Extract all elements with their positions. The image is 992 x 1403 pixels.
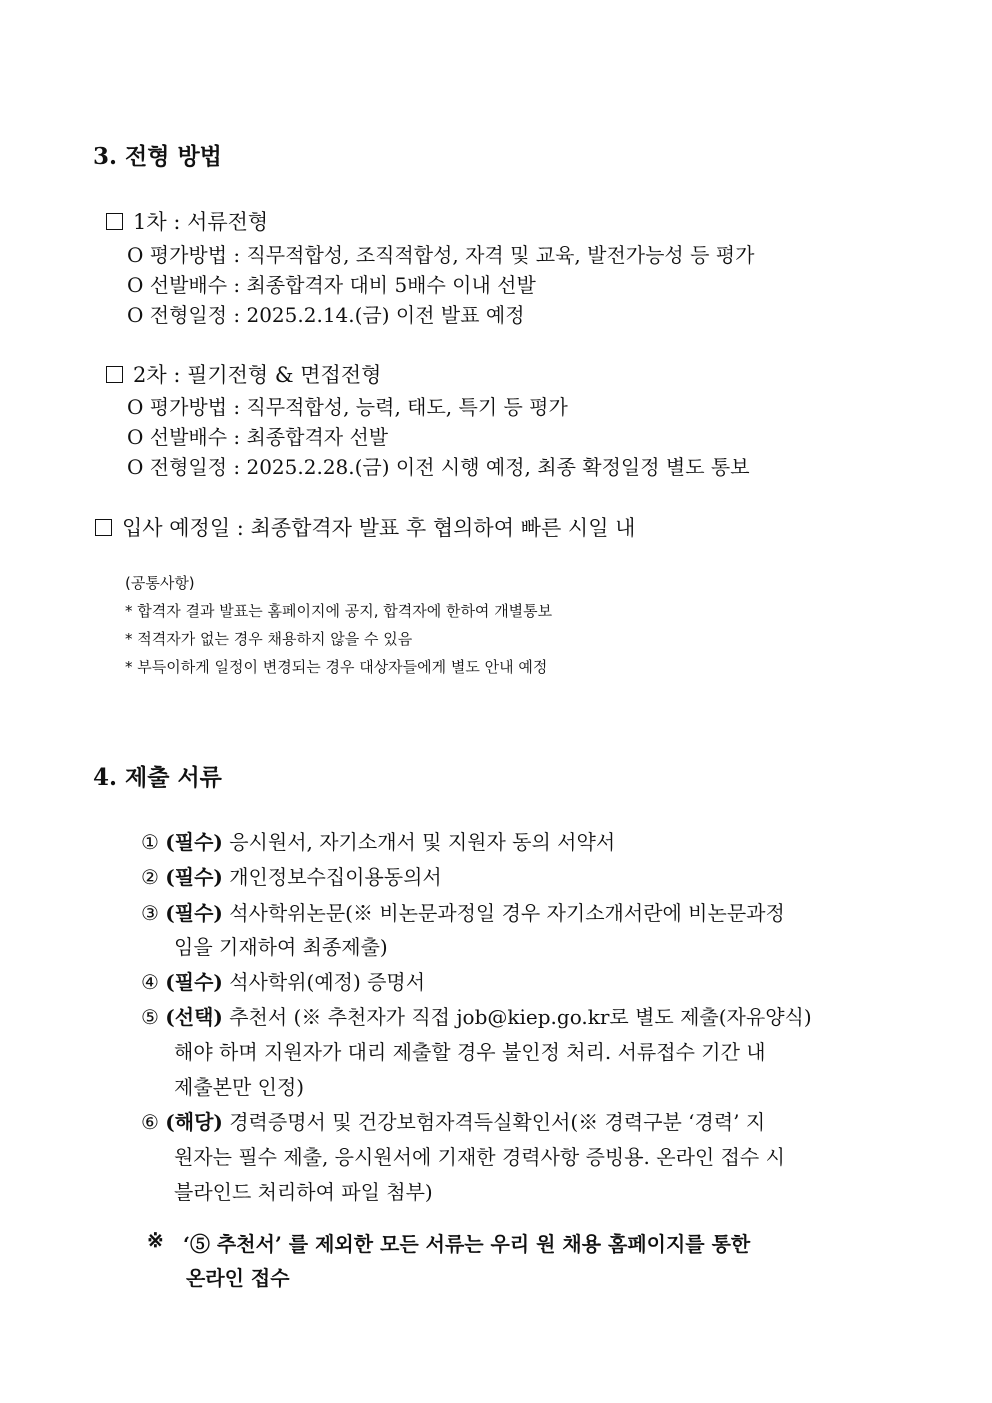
- join-date-text: 입사 예정일 : 최종합격자 발표 후 협의하여 빠른 시일 내: [122, 516, 636, 540]
- checkbox-square-icon: [106, 213, 123, 230]
- join-date: [95, 512, 635, 542]
- common-note-item: * 부득이하게 일정이 변경되는 경우 대상자들에게 별도 안내 예정: [125, 658, 548, 676]
- doc-item-6-cont: 원자는 필수 제출, 응시원서에 기재한 경력사항 증빙용. 온라인 접수 시: [174, 1145, 785, 1169]
- doc-tag: (선택): [165, 1005, 223, 1029]
- checkbox-square-icon: [95, 519, 112, 536]
- stage1-heading: [106, 206, 268, 236]
- doc-tag: (필수): [165, 830, 223, 854]
- doc-item-5: [141, 1001, 812, 1030]
- doc-item-3: [141, 897, 785, 926]
- doc-text: 추천서 (※ 추천자가 직접 job@kiep.go.kr로 별도 제출(자유양식): [229, 1005, 812, 1029]
- stage1-item: O 전형일정 : 2025.2.14.(금) 이전 발표 예정: [127, 303, 525, 327]
- doc-item-5-cont: 제출본만 인정): [174, 1075, 305, 1099]
- doc-text: 경력증명서 및 건강보험자격득실확인서(※ 경력구분 ‘경력’ 지: [229, 1110, 766, 1134]
- final-note-line2: 온라인 접수: [186, 1266, 290, 1290]
- doc-number: ⑤: [141, 1005, 159, 1029]
- doc-number: ⑥: [141, 1110, 159, 1134]
- doc-item-6-cont: 블라인드 처리하여 파일 첨부): [174, 1180, 433, 1204]
- checkbox-square-icon: [106, 366, 123, 383]
- section-4-title: 4. 제출 서류: [93, 764, 222, 791]
- stage1-heading-text: 1차 : 서류전형: [133, 210, 269, 234]
- stage2-item: O 전형일정 : 2025.2.28.(금) 이전 시행 예정, 최종 확정일정 별도 통보: [127, 455, 750, 479]
- doc-text: 개인정보수집이용동의서: [229, 865, 442, 889]
- common-notes-label: (공통사항): [125, 574, 195, 592]
- doc-number: ①: [141, 830, 159, 854]
- doc-number: ③: [141, 901, 159, 925]
- final-note-line1: ‘⑤ 추천서’ 를 제외한 모든 서류는 우리 원 채용 홈페이지를 통한: [183, 1232, 751, 1256]
- doc-number: ②: [141, 865, 159, 889]
- stage1-item: O 선발배수 : 최종합격자 대비 5배수 이내 선발: [127, 273, 536, 297]
- stage2-item: O 선발배수 : 최종합격자 선발: [127, 425, 389, 449]
- section-3-title: 3. 전형 방법: [93, 143, 222, 170]
- doc-item-3-cont: 임을 기재하여 최종제출): [174, 935, 388, 959]
- doc-item-2: [141, 861, 442, 890]
- common-note-item: * 합격자 결과 발표는 홈페이지에 공지, 합격자에 한하여 개별통보: [125, 602, 553, 620]
- doc-tag: (필수): [165, 865, 223, 889]
- doc-tag: (필수): [165, 901, 223, 925]
- doc-item-4: [141, 966, 425, 995]
- common-note-item: * 적격자가 없는 경우 채용하지 않을 수 있음: [125, 630, 413, 648]
- doc-item-6: [141, 1106, 765, 1135]
- final-note-mark: ※: [147, 1228, 164, 1252]
- doc-text: 석사학위(예정) 증명서: [229, 970, 426, 994]
- stage2-heading: [106, 359, 381, 389]
- doc-text: 응시원서, 자기소개서 및 지원자 동의 서약서: [229, 830, 616, 854]
- stage2-heading-text: 2차 : 필기전형 & 면접전형: [133, 363, 382, 387]
- stage2-item: O 평가방법 : 직무적합성, 능력, 태도, 특기 등 평가: [127, 395, 568, 419]
- doc-item-5-cont: 해야 하며 지원자가 대리 제출할 경우 불인정 처리. 서류접수 기간 내: [174, 1040, 766, 1064]
- doc-text: 석사학위논문(※ 비논문과정일 경우 자기소개서란에 비논문과정: [229, 901, 785, 925]
- doc-number: ④: [141, 970, 159, 994]
- doc-tag: (필수): [165, 970, 223, 994]
- doc-tag: (해당): [165, 1110, 223, 1134]
- doc-item-1: [141, 826, 615, 855]
- stage1-item: O 평가방법 : 직무적합성, 조직적합성, 자격 및 교육, 발전가능성 등 평가: [127, 243, 755, 267]
